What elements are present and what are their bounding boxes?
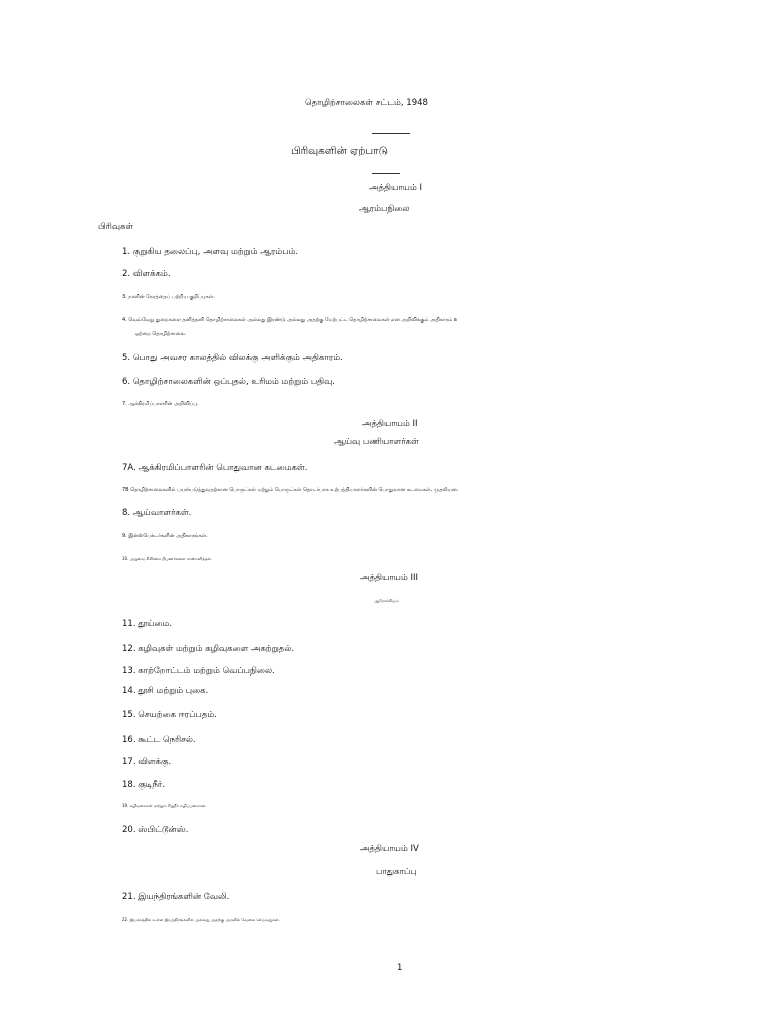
section-entry: 18. குடிநீர். <box>122 780 166 790</box>
section-entry: 11. தூய்மை. <box>122 619 173 629</box>
section-entry: 17. விளக்கு. <box>122 757 172 767</box>
section-entry: 22. இயக்கத்தில் உள்ள இயந்திரங்களில் அல்லது அதற்கு அருகில் வேலை செய்வதுகள். <box>122 917 280 922</box>
section-entry: 20. ஸ்பிட்டூன்ஸ். <box>122 825 189 835</box>
arrangement-heading: பிரிவுகளின் ஏற்பாடு <box>291 145 389 157</box>
chapter-label: அத்தியாயம் III <box>360 573 419 583</box>
divider-rule <box>372 173 400 174</box>
chapter-title: ஆய்வு பணியாளர்கள் <box>334 437 419 447</box>
section-entry: 8. ஆய்வாளர்கள். <box>122 508 192 518</box>
section-entry: 6. தொழிற்சாலைகளின் ஒப்புதல், உரிமம் மற்றும் பதிவு. <box>122 377 335 387</box>
section-entry: 19. கழிவறைகள் மற்றும் சிறுநீர் கழிப்பறைகள். <box>122 803 207 808</box>
chapter-label: அத்தியாயம் IV <box>360 844 419 854</box>
section-entry: 16. கூட்ட நெரிசல். <box>122 735 196 745</box>
section-entry: 5. பொது அவசர காலத்தில் விலக்கு அளிக்கும் அதிகாரம். <box>122 353 343 363</box>
sections-heading: பிரிவுகள் <box>98 222 134 232</box>
chapter-label: அத்தியாயம் II <box>362 419 418 429</box>
section-entry: 9. இன்ஸ்பெக்டர்களின் அதிகாரங்கள். <box>122 533 208 539</box>
act-title: தொழிற்சாலைகள் சட்டம், 1948 <box>305 98 428 108</box>
section-entry-continued: ஒற்றை தொழிற்சாலை. <box>135 331 187 337</box>
section-entry: 12. கழிவுகள் மற்றும் கழிவுகளை அகற்றுதல். <box>122 644 295 654</box>
chapter-title: ஆரம்பநிலை <box>359 204 410 214</box>
page-number: 1 <box>397 963 403 973</box>
section-entry: 4. வெவ்வேறு துறைகளை தனித்தனி தொழிற்சாலைகள் அல்லது இரண்டு அல்லது அதற்கு மேற்பட்ட தொழிற்சாலைகள் என அறிவிக்கும் அதிகாரம் a <box>122 317 457 323</box>
chapter-label: அத்தியாயம் I <box>369 183 423 193</box>
section-entry: 15. செயற்கை ஈரப்பதம். <box>122 710 217 720</box>
section-entry: 10. அறுவை சிகிச்சை நிபுணர்களை சான்றளித்தல். <box>122 556 213 561</box>
divider-rule <box>372 133 410 134</box>
chapter-title: ஆரோக்கியம் <box>374 598 399 603</box>
section-entry: 3. நாளின் நேரத்தைப் பற்றிய குறிப்புகள். <box>122 294 215 300</box>
chapter-title: பாதுகாப்பு <box>376 867 417 877</box>
section-entry: 7A. ஆக்கிரமிப்பாளரின் பொதுவான கடமைகள். <box>122 463 308 473</box>
section-entry: 7B தொழிற்சாலைகளில் பயன்படுத்துவதற்கான பொருட்கள் மற்றும் பொருட்கள் தொடர்பாக உற்பத்தியாளர்களின் பொதுவான கடமைகள், முதலியன. <box>122 487 459 493</box>
section-entry: 13. காற்றோட்டம் மற்றும் வெப்பநிலை. <box>122 666 275 676</box>
section-entry: 2. விளக்கம். <box>122 269 171 279</box>
section-entry: 21. இயந்திரங்களின் வேலி. <box>122 892 230 902</box>
section-entry: 14. தூசி மற்றும் புகை. <box>122 686 209 696</box>
section-entry: 1. குறுகிய தலைப்பு, அளவு மற்றும் ஆரம்பம். <box>122 247 299 257</box>
section-entry: 7. ஆக்கிரமிப்பாளரின் அறிவிப்பு. <box>122 401 199 407</box>
